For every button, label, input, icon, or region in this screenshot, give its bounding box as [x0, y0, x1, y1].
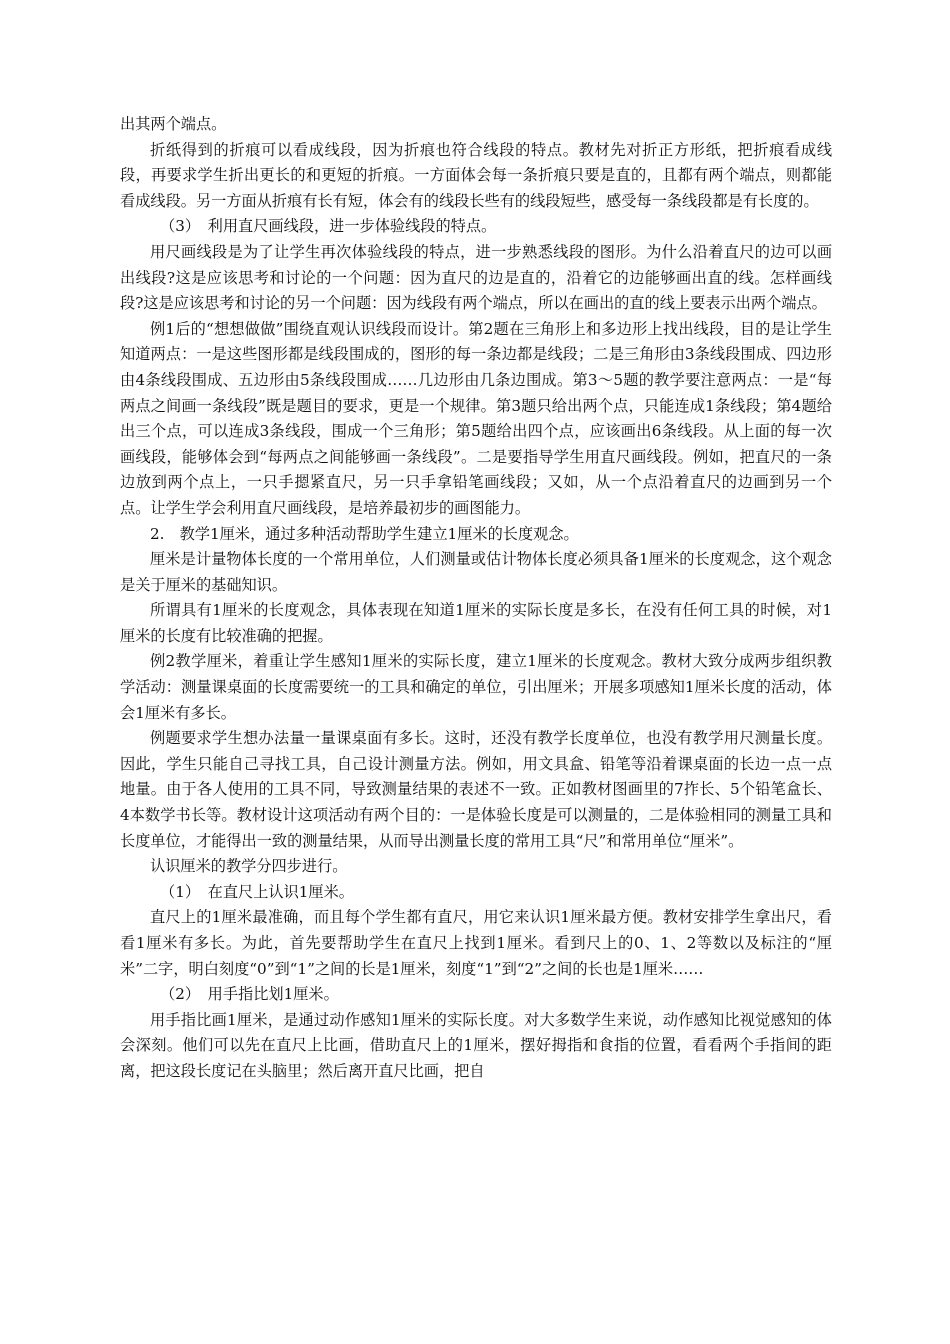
heading-section-2: 2. 教学1厘米，通过多种活动帮助学生建立1厘米的长度观念。	[150, 524, 579, 543]
paragraph-exercise-1: 例1后的“想想做做”围绕直观认识线段而设计。第2题在三角形上和多边形上找出线段，目的是让学生知道两点：一是这些图形都是线段围成的，图形的每一条边都是线段；二是三角形由3条线段围成、四边形由4条线段围成、五边形由5条线段围成……几边形由几条边围成。第3～5题的教学要注意两点：一是“每两点之间画一条线段”既是题目的要求，更是一个规律。第3题只给出两个点，只能连成1条线段；第4题给出三个点，可以连成3条线段，围成一个三角形；第5题给出四个点，应该画出6条线段。从上面的每一次画线段，能够体会到“每两点之间能够画一条线段”。二是要指导学生用直尺画线段。例如，把直尺的一条边放到两个点上，一只手摁紧直尺，另一只手拿铅笔画线段；又如，从一个点沿着直尺的边画到另一个点。让学生学会利用直尺画线段，是培养最初步的画图能力。	[120, 319, 832, 517]
paragraph-continued: 出其两个端点。	[120, 115, 227, 133]
paragraph-ruler-1cm: 直尺上的1厘米最准确，而且每个学生都有直尺，用它来认识1厘米最方便。教材安排学生拿出尺，看看1厘米有多长。为此，首先要帮助学生在直尺上找到1厘米。看到尺上的0、1、2等数以及标注的“厘米”二字，明白刻度“0”到“1”之间的长是1厘米，刻度“1”到“2”之间的长也是1厘米……	[120, 908, 832, 978]
paragraph-folding-paper: 折纸得到的折痕可以看成线段，因为折痕也符合线段的特点。教材先对折正方形纸，把折痕看成线段，再要求学生折出更长的和更短的折痕。一方面体会每一条折痕只要是直的，且都有两个端点，则都能看成线段。另一方面从折痕有长有短，体会有的线段长些有的线段短些，感受每一条线段都是有长度的。	[120, 140, 832, 210]
subheading-ruler-drawing: （3） 利用直尺画线段，进一步体验线段的特点。	[160, 217, 497, 236]
paragraph-example-2: 例2教学厘米，着重让学生感知1厘米的实际长度，建立1厘米的长度观念。教材大致分成两步组织教学活动：测量课桌面的长度需要统一的工具和确定的单位，引出厘米；开展多项感知1厘米长度的活动，体会1厘米有多长。	[120, 652, 832, 722]
document-page	[120, 112, 832, 1085]
paragraph-finger-1cm: 用手指比画1厘米，是通过动作感知1厘米的实际长度。对大多数学生来说，动作感知比视觉感知的体会深刻。他们可以先在直尺上比画，借助直尺上的1厘米，摆好拇指和食指的位置，看看两个手指间的距离，把这段长度记在头脑里；然后离开直尺比画，把自	[120, 1010, 832, 1080]
paragraph-ruler-drawing: 用尺画线段是为了让学生再次体验线段的特点，进一步熟悉线段的图形。为什么沿着直尺的边可以画出线段?这是应该思考和讨论的一个问题：因为直尺的边是直的，沿着它的边能够画出直的线。怎样画线段?这是应该思考和讨论的另一个问题：因为线段有两个端点，所以在画出的直的线上要表示出两个端点。	[120, 242, 832, 313]
paragraph-centimeter-unit: 厘米是计量物体长度的一个常用单位，人们测量或估计物体长度必须具备1厘米的长度观念，这个观念是关于厘米的基础知识。	[120, 550, 832, 594]
paragraph-four-steps: 认识厘米的教学分四步进行。	[150, 857, 348, 876]
paragraph-measure-desk: 例题要求学生想办法量一量课桌面有多长。这时，还没有教学长度单位，也没有教学用尺测量长度。因此，学生只能自己寻找工具，自己设计测量方法。例如，用文具盒、铅笔等沿着课桌面的长边一点一点地量。由于各人使用的工具不同，导致测量结果的表述不一致。正如教材图画里的7拃长、5个铅笔盒长、4本数学书长等。教材设计这项活动有两个目的：一是体验长度是可以测量的，二是体验相同的测量工具和长度单位，才能得出一致的测量结果，从而导出测量长度的常用工具“尺”和常用单位“厘米”。	[120, 729, 832, 850]
subheading-finger-1cm: （2） 用手指比划1厘米。	[160, 985, 339, 1004]
subheading-ruler-1cm: （1） 在直尺上认识1厘米。	[160, 882, 354, 901]
paragraph-length-concept: 所谓具有1厘米的长度观念，具体表现在知道1厘米的实际长度是多长，在没有任何工具的时候，对1厘米的长度有比较准确的把握。	[120, 601, 832, 645]
